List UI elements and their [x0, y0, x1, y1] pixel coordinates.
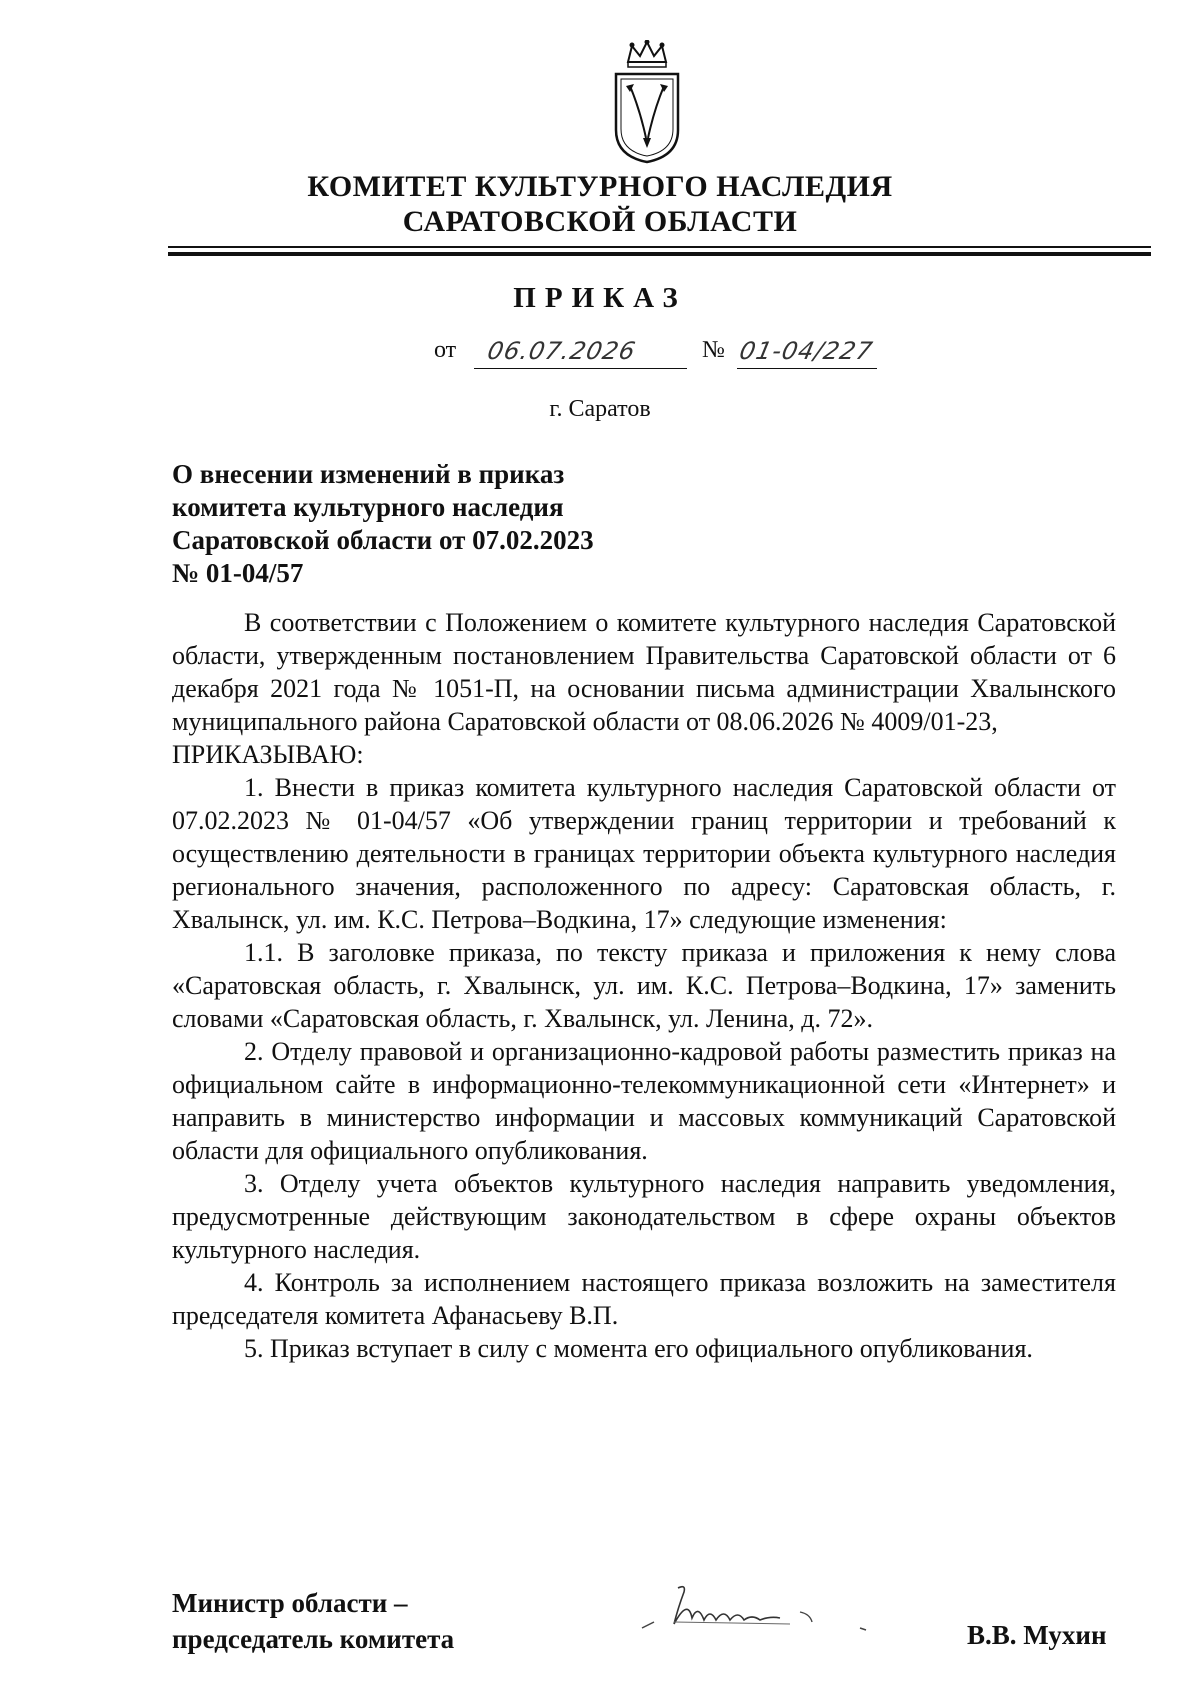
order-subject: [172, 458, 692, 590]
signatory-title: [172, 1585, 454, 1657]
org-name-line-2: САРАТОВСКОЙ ОБЛАСТИ: [402, 205, 798, 238]
date-underline: [474, 368, 687, 369]
signatory-title-line: председатель комитета: [172, 1624, 455, 1654]
org-name-line-1: КОМИТЕТ КУЛЬТУРНОГО НАСЛЕДИЯ: [307, 170, 893, 203]
item-4-paragraph: 4. Контроль за исполнением настоящего приказа возложить на заместителя председателя комитета Афанасьеву В.П.: [172, 1268, 1116, 1330]
handwritten-signature-icon: [640, 1578, 910, 1648]
signatory-title-line: Министр области –: [172, 1588, 408, 1618]
signatory-name: В.В. Мухин: [967, 1620, 1107, 1650]
order-city: г. Саратов: [549, 396, 651, 422]
header-divider-thick: [168, 252, 1151, 256]
header-divider-thin: [168, 246, 1151, 248]
item-1-paragraph: 1. Внести в приказ комитета культурного наследия Саратовской области от 07.02.2023 № 01-04/57 «Об утверждении границ территории и требований к осуществлению деятельности в границах территории объекта культурного наследия регионального значения, расположенного по адресу: Саратовская область, г. Хвалынск, ул. им. К.С. Петрова–Водкина, 17» следующие изменения:: [172, 773, 1116, 934]
subject-line: № 01-04/57: [172, 558, 304, 588]
number-underline: [737, 368, 877, 369]
saratov-coat-of-arms-icon: [610, 40, 684, 164]
item-2-paragraph: 2. Отделу правовой и организационно-кадровой работы разместить приказ на официальном сайте в информационно-телекоммуникационной сети «Интернет» и направить в министерство информации и массовых коммуникаций Саратовской области для официального опубликования.: [172, 1037, 1116, 1165]
preamble-paragraph: В соответствии с Положением о комитете культурного наследия Саратовской области, утвержденным постановлением Правительства Саратовской области от 6 декабря 2021 года № 1051-П, на основании письма администрации Хвалынского муниципального района Саратовской области от 08.06.2026 № 4009/01-23,: [172, 608, 1116, 736]
item-3-paragraph: 3. Отделу учета объектов культурного наследия направить уведомления, предусмотренные действующим законодательством в сфере охраны объектов культурного наследия.: [172, 1169, 1116, 1264]
order-number-handwritten: 01-04/227: [737, 337, 876, 365]
subject-line: О внесении изменений в приказ: [172, 459, 565, 489]
item-1-1-paragraph: 1.1. В заголовке приказа, по тексту приказа и приложения к нему слова «Саратовская область, г. Хвалынск, ул. им. К.С. Петрова–Водкина, 17» заменить словами «Саратовская область, г. Хвалынск, ул. Ленина, д. 72».: [172, 938, 1116, 1033]
order-word: ПРИКАЗЫВАЮ:: [172, 740, 364, 769]
document-type-title: ПРИКАЗ: [513, 282, 687, 314]
subject-line: Саратовской области от 07.02.2023: [172, 525, 594, 555]
order-body: [172, 606, 1116, 1365]
date-label: от: [434, 337, 457, 363]
subject-line: комитета культурного наследия: [172, 492, 564, 522]
number-label: №: [702, 337, 725, 363]
item-5-paragraph: 5. Приказ вступает в силу с момента его официального опубликования.: [244, 1334, 1033, 1363]
order-date-handwritten: 06.07.2026: [485, 337, 639, 365]
